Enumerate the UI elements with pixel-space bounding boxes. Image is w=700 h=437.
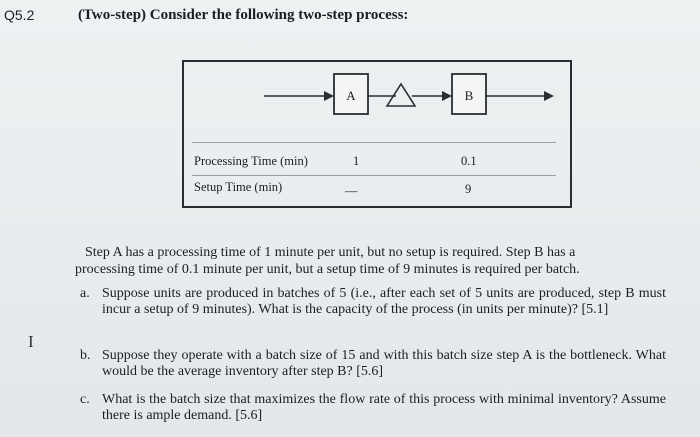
row-processing-a: 1	[353, 154, 360, 168]
question-number: Q5.2	[4, 7, 35, 23]
step-b-label: B	[464, 88, 474, 103]
statement-line-2: processing time of 0.1 minute per unit, but a setup time of 9 minutes is required per batch.	[75, 262, 580, 277]
item-c-text: What is the batch size that maximizes the flow rate of this process with minimal inventory? Assume there is ample demand. [5.6]	[102, 392, 666, 423]
row-setup-b: 9	[465, 182, 472, 196]
process-diagram	[182, 60, 572, 208]
inventory-buffer-triangle	[387, 84, 415, 106]
item-a-label: a.	[80, 286, 90, 301]
question-item-b	[80, 348, 666, 380]
step-a-label: A	[346, 88, 356, 103]
input-arrow-head	[324, 91, 334, 101]
item-a-text: Suppose units are produced in batches of 5 (i.e., after each set of 5 units are produced, step B must incur a setup of 9 minutes). What is the capacity of the process (in units per minute)? [5.1]	[102, 286, 666, 317]
output-arrow-head	[544, 91, 554, 101]
row-setup-a: —	[345, 184, 358, 198]
row-processing-b: 0.1	[461, 154, 477, 168]
question-item-c	[80, 392, 666, 424]
row-setup-label: Setup Time (min)	[194, 180, 283, 194]
item-b-text: Suppose they operate with a batch size of 15 and with this batch size step A is the bottleneck. What would be the average inventory after step B? [5.6]	[102, 348, 666, 379]
problem-statement	[75, 244, 665, 278]
question-title: (Two-step) Consider the following two-step process:	[78, 7, 409, 23]
buffer-to-b-arrow-head	[442, 91, 452, 101]
item-b-label: b.	[80, 348, 91, 363]
statement-line-1: Step A has a processing time of 1 minute per unit, but no setup is required. Step B has a	[85, 245, 576, 260]
row-processing-label: Processing Time (min)	[194, 154, 308, 168]
question-item-a	[80, 286, 666, 318]
item-c-label: c.	[80, 392, 90, 407]
table-top-rule	[192, 142, 556, 143]
text-cursor-icon: I	[28, 332, 34, 351]
table-mid-rule	[192, 175, 556, 176]
